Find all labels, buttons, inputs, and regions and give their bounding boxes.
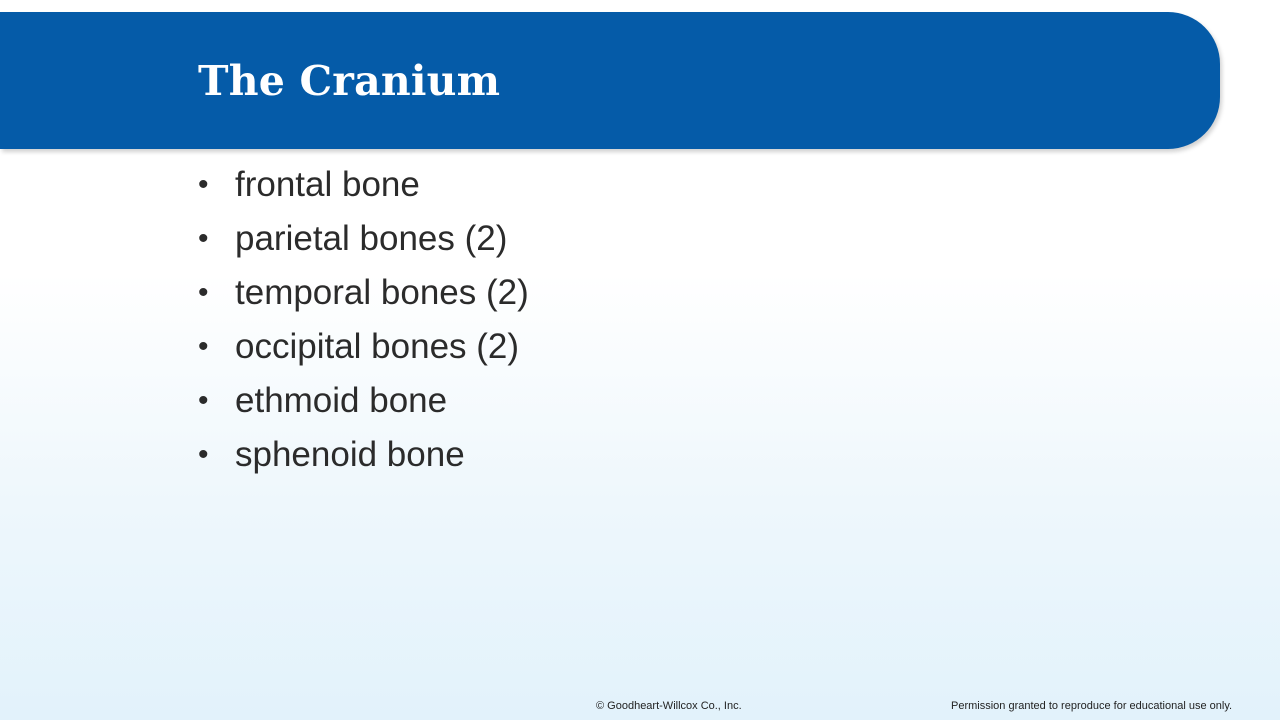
footer-copyright: © Goodheart-Willcox Co., Inc. [596,700,742,712]
bullet-icon: • [198,384,209,417]
bullet-text: ethmoid bone [235,381,448,420]
bullet-text: sphenoid bone [235,435,465,474]
list-item [198,374,529,428]
bullet-icon: • [198,330,209,363]
bullet-text: occipital bones (2) [235,327,520,366]
list-item [198,428,529,482]
bullet-text: parietal bones (2) [235,219,508,258]
bullet-icon: • [198,276,209,309]
list-item [198,266,529,320]
bullet-icon: • [198,168,209,201]
list-item [198,158,529,212]
list-item [198,320,529,374]
slide-title: The Cranium [198,57,501,105]
list-item [198,212,529,266]
title-banner [0,12,1220,149]
bullet-icon: • [198,438,209,471]
bullet-text: frontal bone [235,165,420,204]
bullet-list [198,158,529,482]
footer-permission: Permission granted to reproduce for educational use only. [951,700,1233,712]
bullet-text: temporal bones (2) [235,273,529,312]
bullet-icon: • [198,222,209,255]
